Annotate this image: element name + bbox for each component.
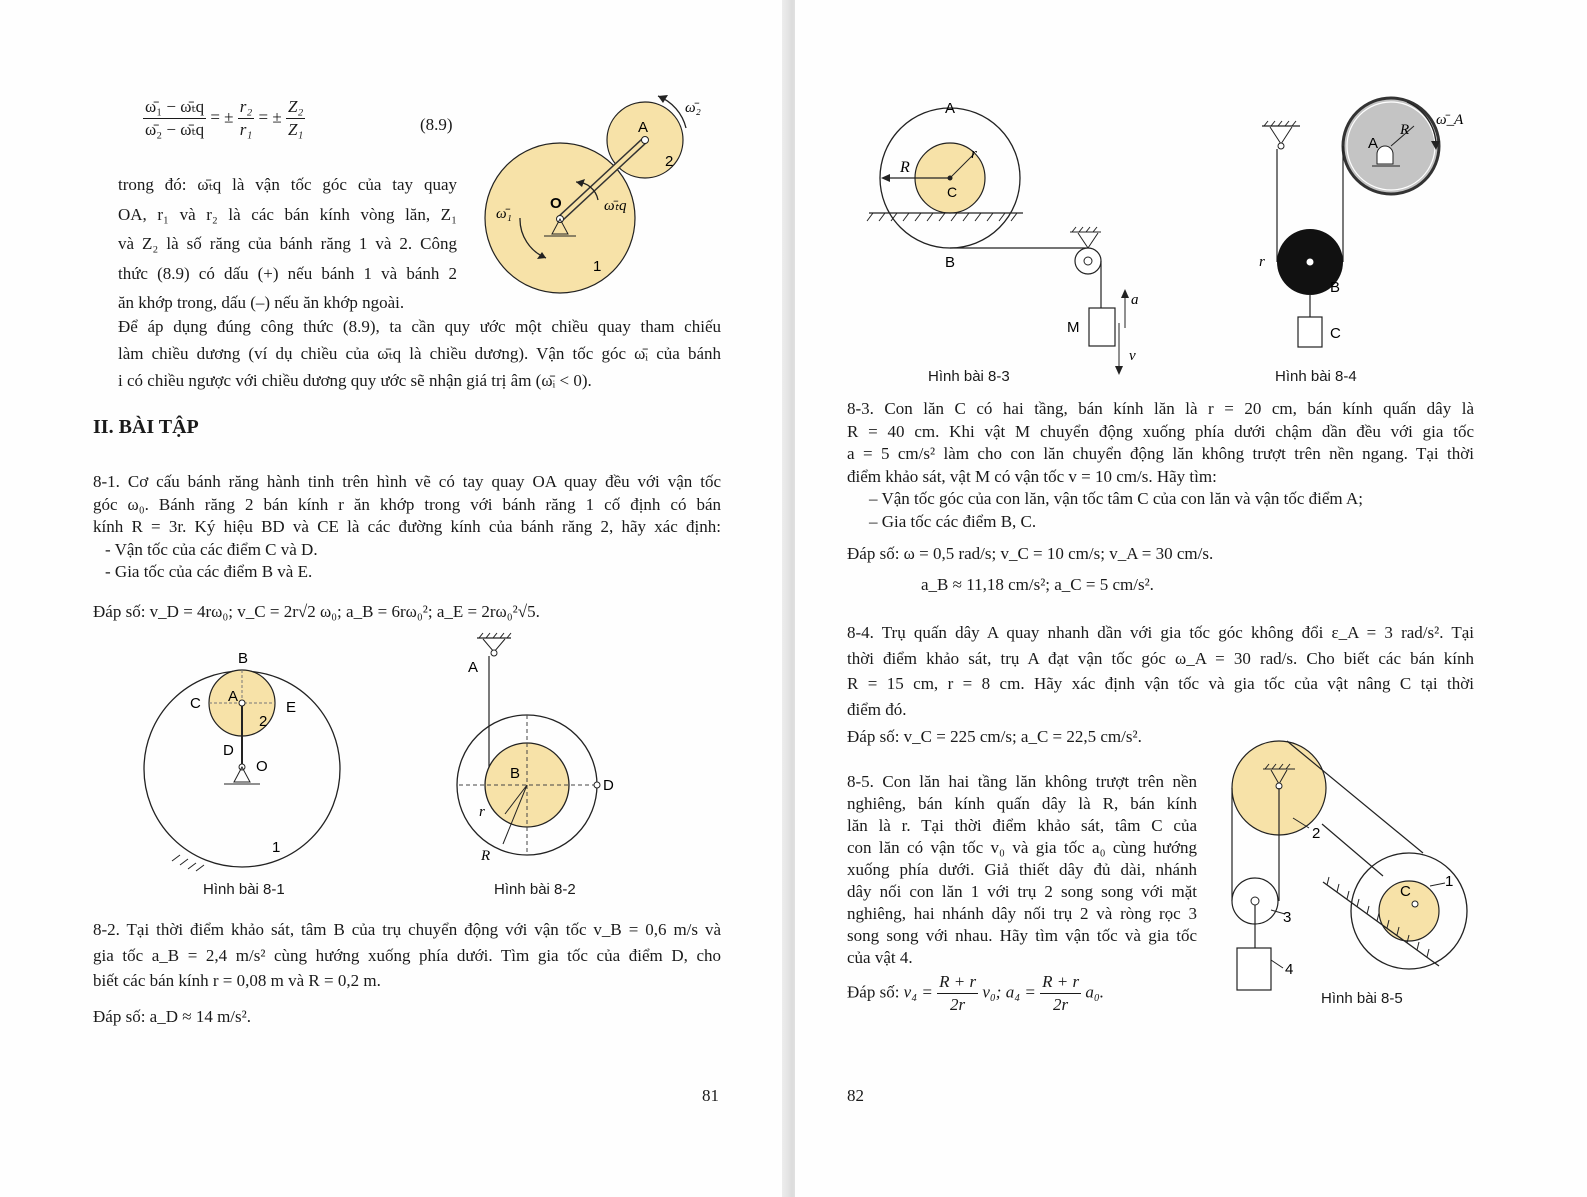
text-line: kính R = 3r. Ký hiệu BD và CE là các đường kính của bánh răng 2, hãy xác định:: [93, 517, 721, 536]
leader-4: [1271, 960, 1283, 968]
text-line: dây nối con lăn 1 với trụ 2 song song với mặt: [847, 882, 1197, 901]
caption-fig-8-4: Hình bài 8-4: [1275, 368, 1357, 385]
text-line: và Z₂ là số răng của bánh răng 1 và 2. Công: [118, 234, 457, 253]
answer-8-3-line-2: a_B ≈ 11,18 cm/s²; a_C = 5 cm/s².: [921, 575, 1154, 594]
text-line: thời điểm khảo sát, trụ A đạt vận tốc góc ω_A = 30 rad/s. Cho biết các bán kính: [847, 648, 1474, 668]
label-four: 4: [1285, 961, 1294, 978]
pulley-hanger: [1078, 233, 1098, 248]
answer-tail: a₀.: [1085, 982, 1105, 1002]
fraction-numerator: R + r: [937, 971, 978, 994]
caption-fig-8-3: Hình bài 8-3: [928, 368, 1010, 385]
fraction-denominator: 2r: [1053, 995, 1069, 1014]
text-line: a = 5 cm/s² làm cho con lăn chuyển động lăn không trượt trên nền ngang. Tại thời: [847, 444, 1474, 463]
section-heading: II. BÀI TẬP: [93, 416, 199, 438]
pulley-3-hub: [1251, 897, 1259, 905]
label-B: B: [1330, 279, 1341, 296]
formula-fraction-radius: [238, 96, 255, 141]
label-omega-2: ω̄₂: [685, 100, 701, 116]
text-line: nghiêng, bán kính quấn dây là R, bán kính: [847, 794, 1197, 813]
text-line: song song với nhau. Hãy tìm vận tốc và gia tốc: [847, 926, 1197, 945]
rope-incline: [1322, 824, 1383, 876]
text-line: ăn khớp trong, dấu (–) nếu ăn khớp ngoài.: [118, 293, 405, 312]
formula-denominator: r₁: [239, 120, 253, 139]
text-line: 8-2. Tại thời điểm khảo sát, tâm B của trụ chuyển động với vận tốc v_B = 0,6 m/s và: [93, 920, 721, 939]
formula-numerator: ω̄₁ − ω̄ₜq: [143, 96, 206, 119]
text-line: điểm khảo sát, vật M có vận tốc v = 10 cm/s. Hãy tìm:: [847, 466, 1217, 486]
text-line: R = 40 cm. Khi vật M chuyển động xuống phía dưới chậm dần đều với gia tốc: [847, 421, 1474, 441]
ceiling-hatch: [1264, 121, 1296, 126]
formula-sign: = ±: [210, 107, 234, 127]
label-D: D: [223, 742, 234, 759]
label-A: A: [638, 119, 649, 136]
label-B: B: [945, 254, 956, 271]
figure-8-2: [455, 632, 645, 872]
point-D: [594, 782, 600, 788]
leader-1: [1430, 883, 1445, 886]
text-line: - Gia tốc của các điểm B và E.: [105, 562, 313, 581]
problem-8-3: [847, 398, 1474, 533]
text-line: R = 15 cm, r = 8 cm. Hãy xác định vận tốc và gia tốc của vật nâng C tại thời: [847, 674, 1474, 693]
hanger: [1270, 127, 1292, 144]
page-number: 82: [847, 1086, 864, 1105]
pivot-A: [491, 650, 497, 656]
pivot-A: [239, 700, 245, 706]
label-E: E: [286, 699, 297, 716]
formula-sign: = ±: [258, 107, 282, 127]
label-O: O: [256, 758, 268, 775]
label-omega-tq: ω̄ₜq: [604, 198, 627, 214]
label-A: A: [468, 659, 479, 676]
arrow-omega-2-head: [658, 95, 668, 103]
caption-fig-8-1: Hình bài 8-1: [203, 881, 285, 898]
label-two: 2: [1312, 825, 1321, 842]
text-line: lăn là r. Tại thời điểm khảo sát, tâm C của: [847, 816, 1197, 835]
text-line: của vật 4.: [847, 948, 913, 967]
list-item: – Vận tốc góc của con lăn, vận tốc tâm C của con lăn và vận tốc điểm A;: [869, 489, 1363, 508]
label-a: a⃗: [1131, 292, 1151, 308]
text-line: nghiêng, hai nhánh dây nối trụ 2 và ròng rọc 3: [847, 904, 1197, 923]
label-three: 3: [1283, 909, 1292, 926]
text-line: OA, r₁ và r₂ là các bán kính vòng lăn, Z₁: [118, 204, 457, 224]
label-r: r: [1259, 254, 1265, 270]
label-R: R: [1400, 122, 1410, 138]
figure-8-1: [140, 645, 360, 900]
caption-fig-8-2: Hình bài 8-2: [494, 881, 576, 898]
pulley-support-hatch: [1072, 227, 1097, 232]
text-line: xuống phía dưới. Giả thiết dây đủ dài, nhánh: [847, 860, 1197, 879]
radius-R-arrow-head: [881, 174, 890, 182]
label-C: C: [1400, 883, 1411, 900]
label-r: r: [479, 804, 485, 820]
label-B: B: [510, 765, 521, 782]
block-C: [1298, 317, 1322, 347]
text-line: biết các bán kính r = 0,08 m và R = 0,2 m.: [93, 971, 381, 990]
intro-paragraph: [118, 170, 457, 318]
formula-number: (8.9): [420, 115, 453, 134]
answer-8-5: [847, 971, 1104, 1016]
label-M: M: [1067, 319, 1080, 336]
formula-numerator: r₂: [238, 96, 255, 119]
text-line: Để áp dụng đúng công thức (8.9), ta cần quy ước một chiều quay tham chiếu: [118, 317, 721, 336]
label-omega-1: ω̄₁: [496, 206, 512, 222]
figure-8-3: [863, 98, 1153, 380]
answer-8-2: Đáp số: a_D ≈ 14 m/s².: [93, 1007, 251, 1026]
drum-A-support: [1377, 146, 1393, 164]
point-C: [1412, 901, 1418, 907]
text-line: i có chiều ngược với chiều dương quy ước sẽ nhận giá trị âm (ω̄ᵢ < 0).: [118, 371, 592, 390]
fraction-numerator: R + r: [1040, 971, 1081, 994]
hanger-pin: [1278, 143, 1284, 149]
fraction-denominator: 2r: [950, 995, 966, 1014]
figure-planetary-gear: [480, 88, 720, 293]
label-A: A: [1368, 135, 1379, 152]
text-line: gia tốc a_B = 2,4 m/s² cùng hướng xuống phía dưới. Tìm gia tốc của điểm D, cho: [93, 945, 721, 965]
text-line: làm chiều dương (ví dụ chiều của ω̄ₜq là chiều dương). Vận tốc góc ω̄ᵢ của bánh: [118, 344, 721, 363]
label-v: v⃗: [1129, 348, 1148, 364]
text-line: thức (8.9) có dấu (+) nếu bánh 1 và bánh 2: [118, 263, 457, 283]
label-r: r: [971, 146, 977, 162]
answer-8-4: Đáp số: v_C = 225 cm/s; a_C = 22,5 cm/s².: [847, 727, 1142, 746]
label-C: C: [947, 184, 958, 200]
label-one: 1: [272, 839, 281, 856]
formula-fraction-omega: [143, 96, 206, 141]
label-one: 1: [1445, 873, 1454, 890]
problem-8-5: [847, 771, 1197, 969]
text-line: góc ω₀. Bánh răng 2 bán kính r ăn khớp trong với bánh răng 1 cố định có bán: [93, 494, 721, 514]
page-82: [795, 0, 1587, 1197]
label-gear-2: 2: [665, 153, 674, 170]
label-C: C: [1330, 325, 1341, 342]
label-two: 2: [259, 713, 268, 730]
arrow-a-head: [1121, 289, 1129, 298]
text-line: 8-3. Con lăn C có hai tầng, bán kính lăn là r = 20 cm, bán kính quấn dây là: [847, 399, 1474, 418]
label-O: O: [550, 195, 562, 212]
problem-8-4: [847, 620, 1474, 722]
pulley-hub: [1084, 257, 1092, 265]
formula-8-9: [143, 96, 305, 141]
answer-tail: v₀;: [982, 982, 1002, 1002]
answer-a4: a₄ =: [1005, 982, 1036, 1002]
text-line: 8-5. Con lăn hai tầng lăn không trượt trên nền: [847, 772, 1197, 791]
answer-label: Đáp số:: [847, 982, 900, 1002]
figure-8-4: [1250, 104, 1490, 354]
label-R: R: [481, 848, 491, 864]
formula-numerator: Z₂: [286, 96, 305, 119]
label-A: A: [228, 688, 239, 705]
page-number: 81: [702, 1086, 719, 1105]
text-line: điểm đó.: [847, 699, 907, 719]
page-81: [0, 0, 782, 1197]
ceiling-hatch: [479, 633, 511, 638]
label-D: D: [603, 777, 614, 794]
text-line: 8-1. Cơ cấu bánh răng hành tinh trên hình vẽ có tay quay OA quay đều với vận tốc: [93, 472, 721, 491]
pivot-A: [642, 137, 649, 144]
label-R: R: [900, 159, 910, 176]
text-line: con lăn có vận tốc v₀ và gia tốc a₀ cùng hướng: [847, 838, 1197, 857]
formula-denominator: Z₁: [287, 120, 304, 139]
block-M: [1089, 308, 1115, 346]
point-C: [948, 176, 953, 181]
text-line: trong đó: ω̄ₜq là vận tốc góc của tay quay: [118, 175, 457, 194]
answer-fraction: [1040, 971, 1081, 1016]
arrow-v-head: [1115, 366, 1123, 375]
label-B: B: [238, 650, 249, 667]
problem-8-2: [93, 917, 721, 994]
problem-8-1: [93, 471, 721, 584]
caption-fig-8-5: Hình bài 8-5: [1321, 990, 1403, 1007]
block-4: [1237, 948, 1271, 990]
pulley-B-hub: [1307, 259, 1314, 266]
label-gear-1: 1: [593, 258, 602, 275]
list-item: – Gia tốc các điểm B, C.: [869, 511, 1037, 531]
answer-v4: v₄ =: [903, 982, 933, 1002]
figure-8-5: [1227, 736, 1487, 996]
formula-denominator: ω̄₂ − ω̄ₜq: [145, 120, 205, 139]
text-line: 8-4. Trụ quấn dây A quay nhanh dần với gia tốc góc không đổi ε_A = 3 rad/s². Tại: [847, 623, 1474, 642]
answer-8-3-line-1: Đáp số: ω = 0,5 rad/s; v_C = 10 cm/s; v_A = 30 cm/s.: [847, 544, 1214, 563]
answer-8-1: Đáp số: v_D = 4rω₀; v_C = 2r√2 ω₀; a_B = 6rω₀²; a_E = 2rω₀²√5.: [93, 602, 540, 621]
text-line: - Vận tốc của các điểm C và D.: [105, 539, 318, 559]
label-omega-A: ω̄_A: [1436, 112, 1464, 128]
rule-paragraph: [118, 313, 721, 394]
answer-fraction: [937, 971, 978, 1016]
formula-fraction-teeth: [286, 96, 305, 141]
label-A: A: [945, 100, 956, 117]
label-C: C: [190, 695, 201, 712]
